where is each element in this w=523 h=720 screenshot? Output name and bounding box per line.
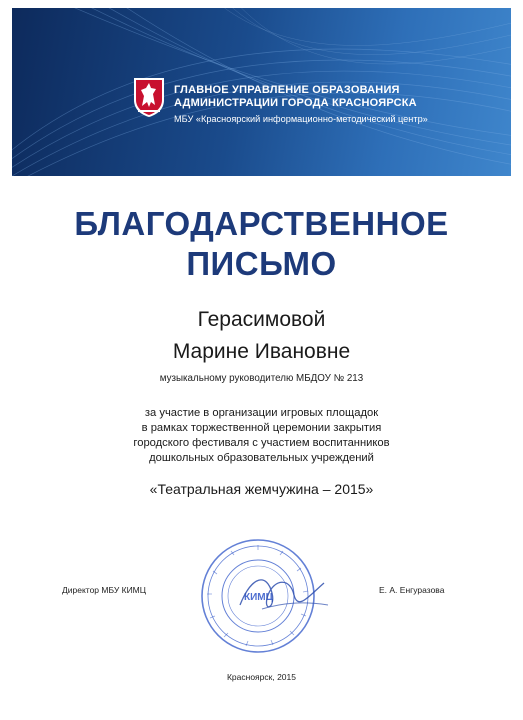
org-line-1: ГЛАВНОЕ УПРАВЛЕНИЕ ОБРАЗОВАНИЯ [174,84,400,96]
krasnoyarsk-coat-of-arms-icon [132,76,166,118]
organization-name [174,84,428,126]
recipient-surname: Герасимовой [197,308,326,331]
signatory-role: Директор МБУ КИМЦ [62,585,147,595]
handwritten-signature [232,565,332,625]
reason-line-1: за участие в организации игровых площадок [144,407,379,419]
recipient-given-names: Марине Ивановне [172,340,351,363]
org-line-3: МБУ «Красноярский информационно-методический центр» [174,114,428,124]
city-and-year: Красноярск, 2015 [226,672,296,682]
reason-line-2: в рамках торжественной церемонии закрытия [141,422,382,434]
reason-line-3: городского фестиваля с участием воспитанников [133,437,390,449]
org-line-2: АДМИНИСТРАЦИИ ГОРОДА КРАСНОЯРСКА [174,97,417,109]
signatory-name: Е. А. Енгуразова [379,585,445,595]
document-title-line-2: ПИСЬМО [186,245,337,282]
recipient-position: музыкальному руководителю МБДОУ № 213 [159,373,364,384]
document-title-line-1: БЛАГОДАРСТВЕННОЕ [74,205,449,242]
reason-line-4: дошкольных образовательных учреждений [149,452,374,464]
festival-name: «Театральная жемчужина – 2015» [149,481,374,497]
stamp-text: КИМЦ [244,592,273,603]
header-band [12,8,511,176]
